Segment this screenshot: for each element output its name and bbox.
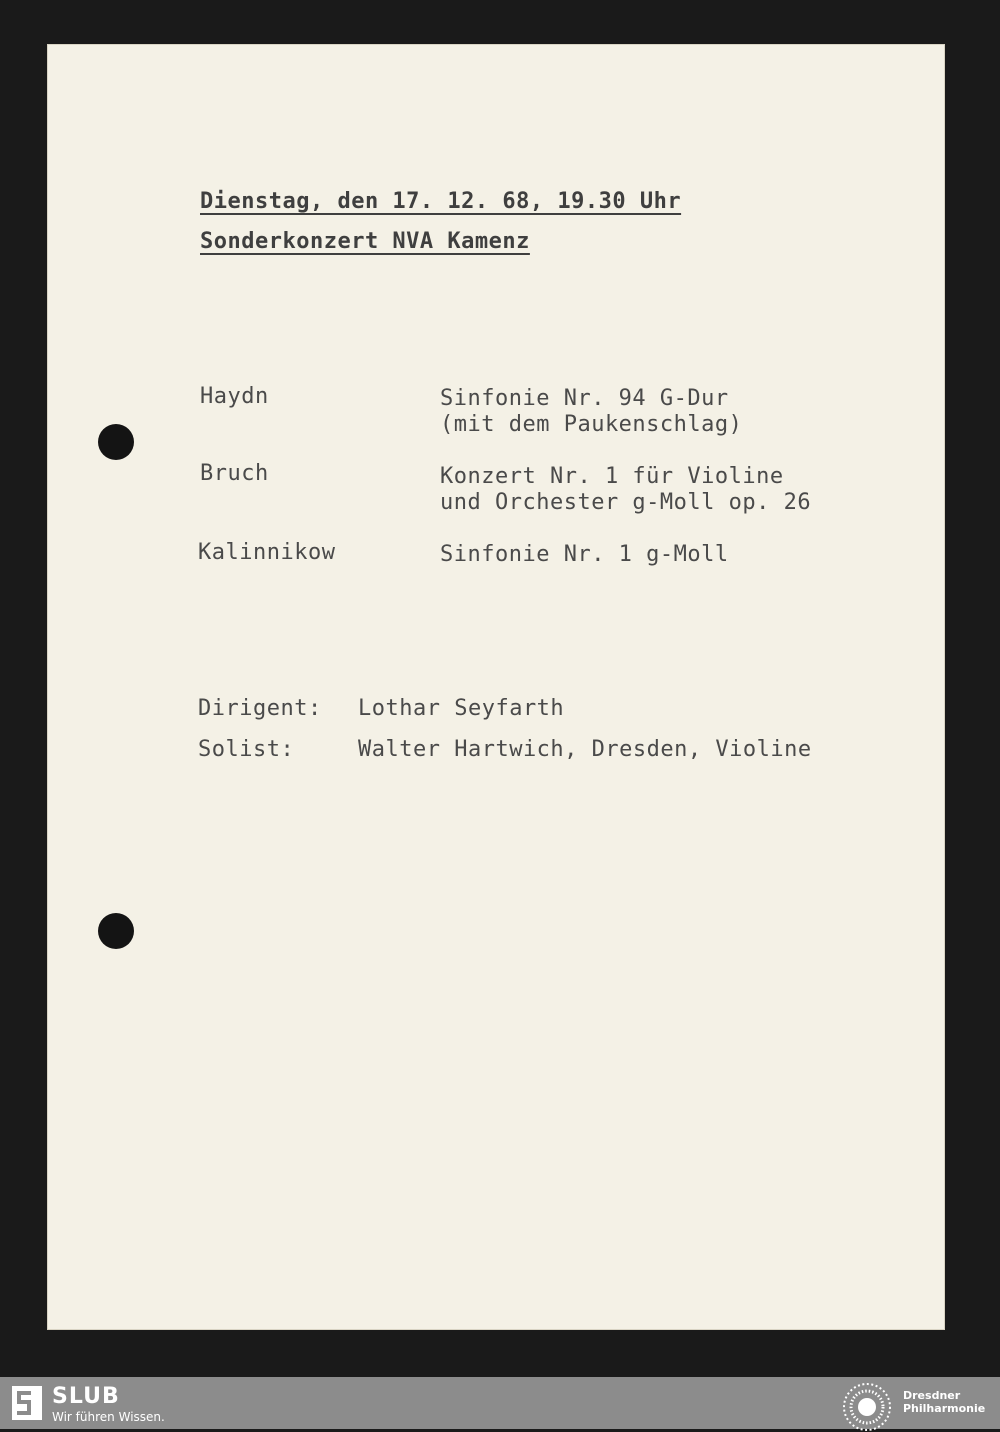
- soloist-value: Walter Hartwich, Dresden, Violine: [358, 737, 812, 762]
- philharmonie-line2: Philharmonie: [903, 1402, 986, 1415]
- composer-name: Kalinnikow: [198, 540, 336, 565]
- punch-hole: [98, 424, 134, 460]
- work-subtitle: (mit dem Paukenschlag): [440, 412, 743, 437]
- slub-name: SLUB: [52, 1384, 120, 1409]
- work-title: Konzert Nr. 1 für Violine: [440, 464, 784, 489]
- work-title: Sinfonie Nr. 94 G-Dur: [440, 386, 729, 411]
- slub-logo-icon: [12, 1386, 42, 1420]
- work-title: Sinfonie Nr. 1 g-Moll: [440, 542, 729, 567]
- work-subtitle: und Orchester g-Moll op. 26: [440, 490, 812, 515]
- date-line: Dienstag, den 17. 12. 68, 19.30 Uhr: [200, 189, 682, 214]
- footer-bar: [0, 1377, 1000, 1429]
- soloist-label: Solist:: [198, 737, 295, 762]
- event-title: Sonderkonzert NVA Kamenz: [200, 229, 530, 254]
- slub-slogan: Wir führen Wissen.: [52, 1410, 165, 1424]
- composer-name: Bruch: [200, 461, 269, 486]
- conductor-label: Dirigent:: [198, 696, 322, 721]
- philharmonie-line1: Dresdner: [903, 1389, 961, 1402]
- composer-name: Haydn: [200, 384, 269, 409]
- conductor-value: Lothar Seyfarth: [358, 696, 565, 721]
- philharmonie-logo-icon: [842, 1382, 892, 1432]
- philharmonie-name: [903, 1389, 985, 1415]
- punch-hole: [98, 913, 134, 949]
